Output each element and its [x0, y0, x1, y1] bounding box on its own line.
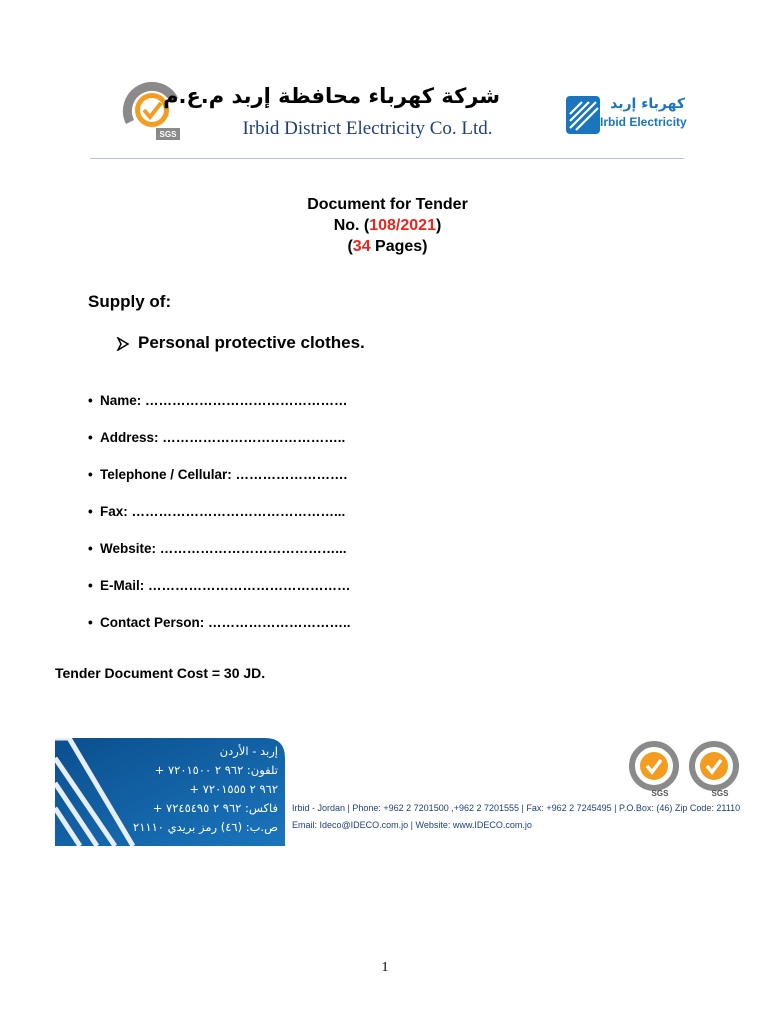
footer-email-website-line: Email: Ideco@IDECO.com.jo | Website: www.IDECO.com.jo — [292, 820, 532, 830]
header-divider — [90, 158, 684, 159]
field-address: • Address: ………………………………….. — [88, 430, 346, 445]
sgs-label: SGS — [159, 130, 177, 139]
footer-ar-phone2: ٩٦٢ ٢ ٧٢٠١٥٥٥ + — [189, 782, 278, 796]
bidder-info-fields — [88, 393, 408, 652]
footer-ar-phone: تلفون: ٩٦٢ ٢ ٧٢٠١٥٠٠ + — [154, 763, 278, 777]
page-number: 1 — [381, 960, 389, 975]
field-telephone: • Telephone / Cellular: ……………………. — [88, 467, 348, 482]
footer-ar-location: إربد - الأردن — [219, 744, 278, 758]
footer-ar-fax: فاكس: ٩٦٢ ٢ ٧٢٤٥٤٩٥ + — [152, 801, 278, 815]
tender-number: 108/2021 — [369, 217, 436, 234]
footer-contact-line: Irbid - Jordan | Phone: +962 2 7201500 ,+962 2 7201555 | Fax: +962 2 7245495 | P.O.Box: (46) Zip Code: 21110 — [292, 803, 741, 813]
field-fax: • Fax: ………………………………………... — [88, 504, 346, 519]
supply-item-label: Personal protective clothes. — [138, 333, 365, 352]
sgs-label: SGS — [651, 789, 669, 798]
brand-name-english: Irbid Electricity — [600, 115, 687, 129]
title-line: Document for Tender — [307, 196, 468, 213]
footer-arabic-contact — [108, 742, 278, 837]
field-website: • Website: …………………………………... — [88, 541, 347, 556]
document-title — [200, 194, 575, 257]
footer-sgs-logo — [628, 740, 680, 798]
tender-number-line: No. (108/2021) — [333, 217, 442, 234]
company-name-arabic: شركة كهرباء محافظة إربد م.ع.م — [163, 84, 500, 108]
company-name-english: Irbid District Electricity Co. Ltd. — [242, 118, 493, 139]
supply-item — [116, 333, 365, 353]
field-name: • Name: ……………………………………… — [88, 393, 348, 408]
footer-sgs-logo — [688, 740, 740, 798]
field-contact-person: • Contact Person: ………………………….. — [88, 615, 351, 630]
footer-ar-pobox: ص.ب: (٤٦) رمز بريدي ٢١١١٠ — [133, 820, 278, 834]
brand-name-arabic: كهرباء إربد — [610, 96, 685, 112]
tender-cost: Tender Document Cost = 30 JD. — [55, 665, 266, 681]
page-count: 34 — [352, 238, 371, 255]
page-count-line: (34 Pages) — [347, 238, 428, 255]
field-email: • E-Mail: ……………………………………… — [88, 578, 351, 593]
sgs-label: SGS — [711, 789, 729, 798]
arrow-bullet-icon — [116, 336, 130, 350]
supply-heading: Supply of: — [88, 292, 172, 311]
